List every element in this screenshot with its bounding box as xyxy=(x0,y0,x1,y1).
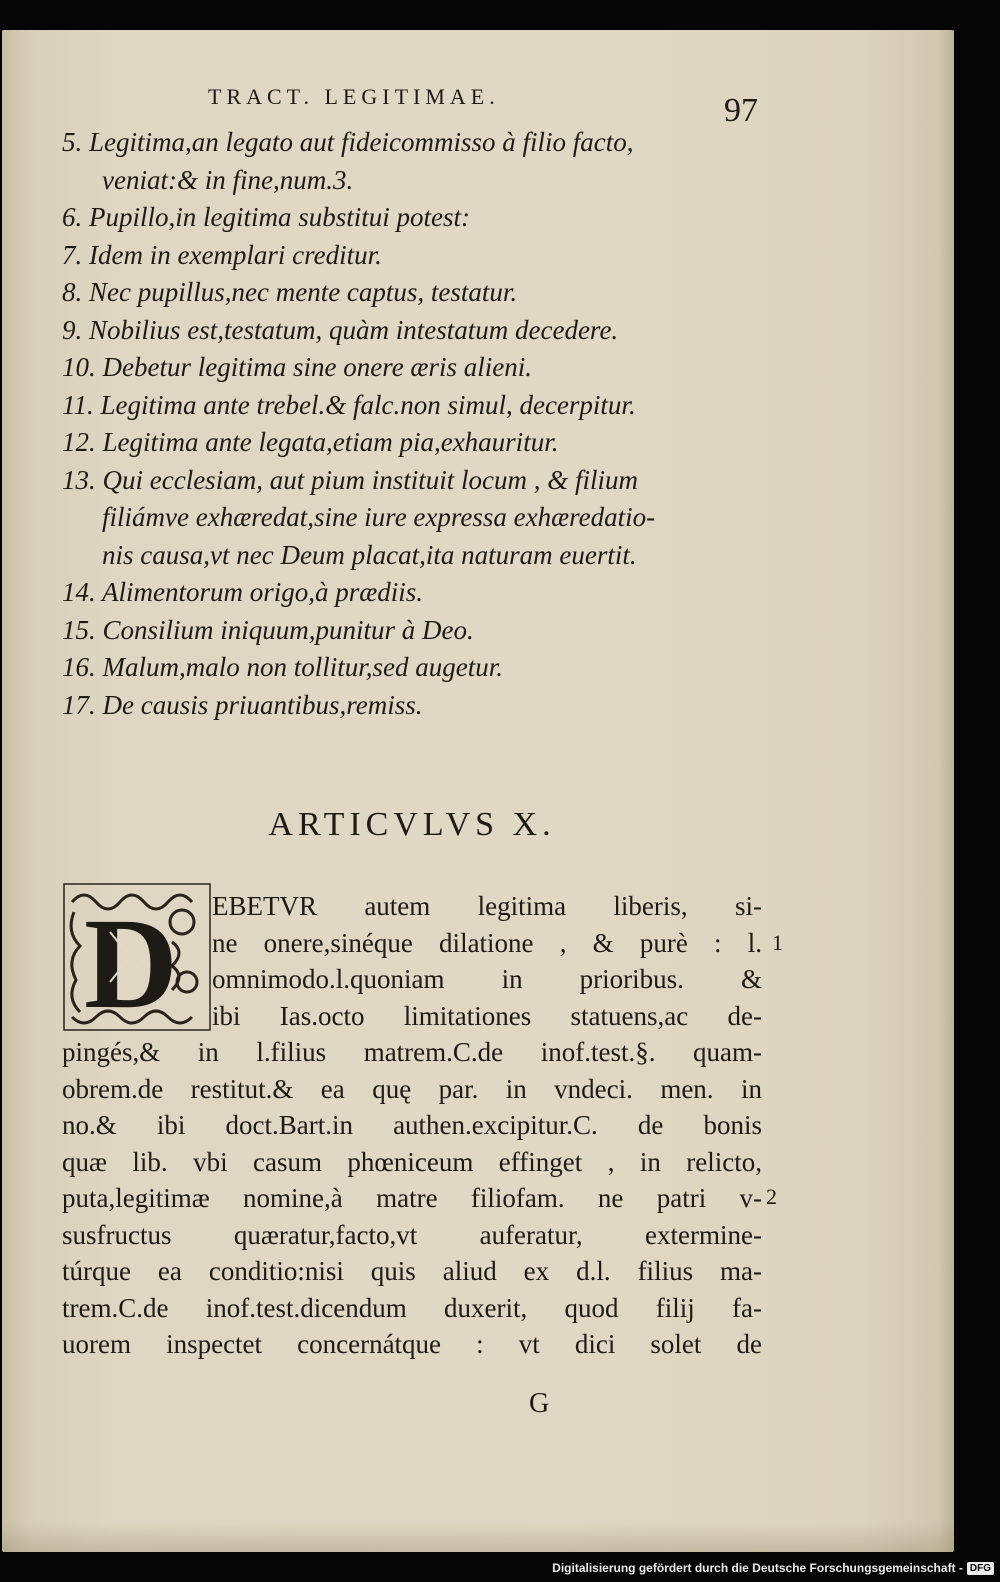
summary-item-text: Nobilius est,testatum, quàm intestatum decedere. xyxy=(89,314,619,345)
summary-item xyxy=(62,574,762,612)
summary-item-number: 13. xyxy=(62,464,96,495)
summary-list xyxy=(62,124,762,724)
summary-item-number: 7. xyxy=(62,239,83,270)
initial-letter: D xyxy=(84,892,178,1032)
summary-item-text: Nec pupillus,nec mente captus, testatur. xyxy=(89,277,518,307)
summary-item-text: filiámve exhæredat,sine iure expressa exhæredatio- xyxy=(102,502,656,532)
summary-item-number: 12. xyxy=(62,427,96,457)
body-line: uorem inspectet concernátque : vt dici solet de xyxy=(62,1329,762,1359)
summary-item xyxy=(62,349,762,387)
summary-item-text: Pupillo,in legitima substitui potest: xyxy=(89,202,470,232)
body-line: EBETVR autem legitima liberis, si- xyxy=(212,891,762,921)
summary-item-text: Legitima ante legata,etiam pia,exhauritur. xyxy=(102,427,559,457)
dfg-logo: DFG xyxy=(967,1562,994,1575)
summary-item xyxy=(62,687,762,725)
signature-mark: G xyxy=(529,1388,550,1419)
summary-item-text: Idem in exemplari creditur. xyxy=(89,239,382,270)
summary-item-number: 10. xyxy=(62,352,96,382)
body-line: trem.C.de inof.test.dicendum duxerit, quod filij fa- xyxy=(62,1292,762,1323)
body-text xyxy=(62,888,762,1363)
summary-item xyxy=(62,162,762,200)
running-head: TRACT. LEGITIMAE. xyxy=(208,84,500,109)
body-line: túrque ea conditio:nisi quis aliud ex d.l. filius ma- xyxy=(62,1256,762,1286)
summary-item xyxy=(62,387,762,425)
summary-item-text: veniat:& in fine,num.3. xyxy=(102,164,354,195)
margin-note: 2 xyxy=(766,1184,777,1209)
summary-item-text: nis causa,vt nec Deum placat,ita naturam euertit. xyxy=(102,539,637,570)
margin-note: 1 xyxy=(772,930,783,955)
page-edge-shading xyxy=(938,30,954,1552)
summary-item xyxy=(62,199,762,237)
body-line: quæ lib. vbi casum phœniceum effinget , in relicto, xyxy=(62,1146,762,1177)
summary-item-number: 15. xyxy=(62,614,96,645)
summary-item xyxy=(62,612,762,650)
credit-text: Digitalisierung gefördert durch die Deutsche Forschungsgemeinschaft - xyxy=(552,1561,963,1575)
summary-item-number: 16. xyxy=(62,652,96,682)
page-number: 97 xyxy=(724,92,758,129)
body-line: omnimodo.l.quoniam in prioribus. & xyxy=(212,964,762,994)
summary-item xyxy=(62,499,762,537)
body-line: no.& ibi doct.Bart.in authen.excipitur.C. de bonis xyxy=(62,1110,762,1140)
summary-item xyxy=(62,312,762,350)
summary-item-text: Consilium iniquum,punitur à Deo. xyxy=(102,614,474,645)
page-bottom-shading xyxy=(2,1522,954,1552)
summary-item-text: Debetur legitima sine onere æris alieni. xyxy=(102,352,532,382)
summary-item-number: 6. xyxy=(62,202,83,232)
summary-item xyxy=(62,124,762,162)
summary-item xyxy=(62,237,762,275)
summary-item-number: 11. xyxy=(62,389,94,420)
summary-item-number: 8. xyxy=(62,277,83,307)
book-page xyxy=(2,30,954,1552)
body-line: ibi Ias.octo limitationes statuens,ac de- xyxy=(212,1000,762,1031)
summary-item xyxy=(62,274,762,312)
body-line: obrem.de restitut.& ea quę par. in vndeci. men. in xyxy=(62,1073,762,1104)
body-line: susfructus quæratur,facto,vt auferatur, extermine- xyxy=(62,1219,762,1250)
digitization-credit xyxy=(552,1556,994,1580)
summary-item-number: 9. xyxy=(62,314,83,345)
summary-item-number: 14. xyxy=(62,577,96,607)
summary-item-number: 5. xyxy=(62,127,83,157)
body-line: puta,legitimæ nomine,à matre filiofam. ne patri v- xyxy=(62,1183,762,1213)
body-line: pingés,& in l.filius matrem.C.de inof.test.§. quam- xyxy=(62,1037,762,1067)
summary-item xyxy=(62,462,762,500)
article-heading: ARTICVLVS X. xyxy=(268,806,556,843)
summary-item-text: Legitima,an legato aut fideicommisso à filio facto, xyxy=(89,127,634,157)
body-line: ne onere,sinéque dilatione , & purè : l. xyxy=(212,927,762,958)
summary-item-text: Alimentorum origo,à prædiis. xyxy=(102,577,424,607)
summary-item-text: Qui ecclesiam, aut pium instituit locum , & filium xyxy=(102,464,638,495)
summary-item-text: Legitima ante trebel.& falc.non simul, decerpitur. xyxy=(100,389,636,420)
summary-item-number: 17. xyxy=(62,689,96,720)
summary-item-text: Malum,malo non tollitur,sed augetur. xyxy=(102,652,504,682)
summary-item xyxy=(62,537,762,575)
summary-item xyxy=(62,649,762,687)
summary-item xyxy=(62,424,762,462)
summary-item-text: De causis priuantibus,remiss. xyxy=(102,689,423,720)
